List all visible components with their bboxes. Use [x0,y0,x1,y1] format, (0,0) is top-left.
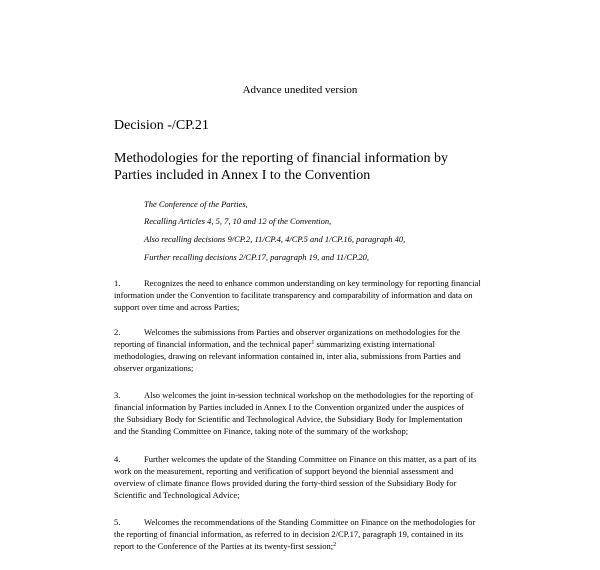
paragraph-text: Welcomes the recommendations of the Standing Committee on Finance on the methodologies for [144,517,476,527]
paragraph-text: information under the Convention to facilitate transparency and comparability of information and data on [114,290,473,300]
paragraph-text: overview of climate finance flows provided during the forty-third session of the Subsidiary Body for [114,478,457,488]
paragraph-text: summarizing existing international [314,339,435,349]
title-line: Methodologies for the reporting of financial information by [114,151,448,166]
paragraph-1 [114,277,554,313]
paragraph-4 [114,453,554,501]
paragraph-text: financial information by Parties included in Annex I to the Convention organized under the auspices of [114,402,464,412]
paragraph-number: 5. [114,517,121,527]
paragraph-text: the reporting of financial information, as referred to in decision 2/CP.17, paragraph 19, contained in its [114,529,464,539]
paragraph-text: Also welcomes the joint in-session technical workshop on the methodologies for the reporting of [144,390,474,400]
paragraph-text: work on the measurement, reporting and verification of support beyond the biennial assessment and [114,466,454,476]
preamble-line: Further recalling decisions 2/CP.17, paragraph 19, and 11/CP.20, [144,252,369,262]
paragraph-2 [114,326,554,374]
paragraph-text: Welcomes the submissions from Parties and observer organizations on methodologies for the [144,327,461,337]
preamble-line: Recalling Articles 4, 5, 7, 10 and 12 of the Convention, [144,216,332,226]
paragraph-3 [114,389,554,437]
preamble-line: The Conference of the Parties, [144,199,248,209]
paragraph-text: and the Standing Committee on Finance, taking note of the summary of the workshop; [114,426,409,436]
paragraph-text: reporting of financial information, and the technical paper [114,339,312,349]
paragraph-number: 2. [114,327,121,337]
paragraph-text: observer organizations; [114,363,194,373]
paragraph-number: 3. [114,390,121,400]
paragraph-number: 4. [114,454,121,464]
paragraph-number: 1. [114,278,121,288]
document-status: Advance unedited version [242,84,358,96]
footnote-marker[interactable]: 1 [311,340,315,346]
paragraph-text: methodologies, drawing on relevant information contained in, inter alia, submissions from Parties and [114,351,461,361]
paragraph-text: Scientific and Technological Advice; [114,490,240,500]
paragraph-5 [114,516,554,552]
paragraph-text: the Subsidiary Body for Scientific and Technological Advice, the Subsidiary Body for Implementation [114,414,463,424]
preamble-line: Also recalling decisions 9/CP.2, 11/CP.4, 4/CP.5 and 1/CP.16, paragraph 40, [144,234,406,244]
document-title [114,150,554,184]
title-line: Parties included in Annex I to the Convention [114,168,371,183]
paragraph-text: support over time and across Parties; [114,302,240,312]
footnote-marker[interactable]: 2 [333,542,337,548]
paragraph-text: Further welcomes the update of the Standing Committee on Finance on this matter, as a part of its [144,454,477,464]
paragraph-text: Recognizes the need to enhance common understanding on key terminology for reporting financial [144,278,481,288]
paragraph-text: report to the Conference of the Parties at its twenty-first session; [114,541,334,551]
decision-number: Decision -/CP.21 [114,118,209,133]
